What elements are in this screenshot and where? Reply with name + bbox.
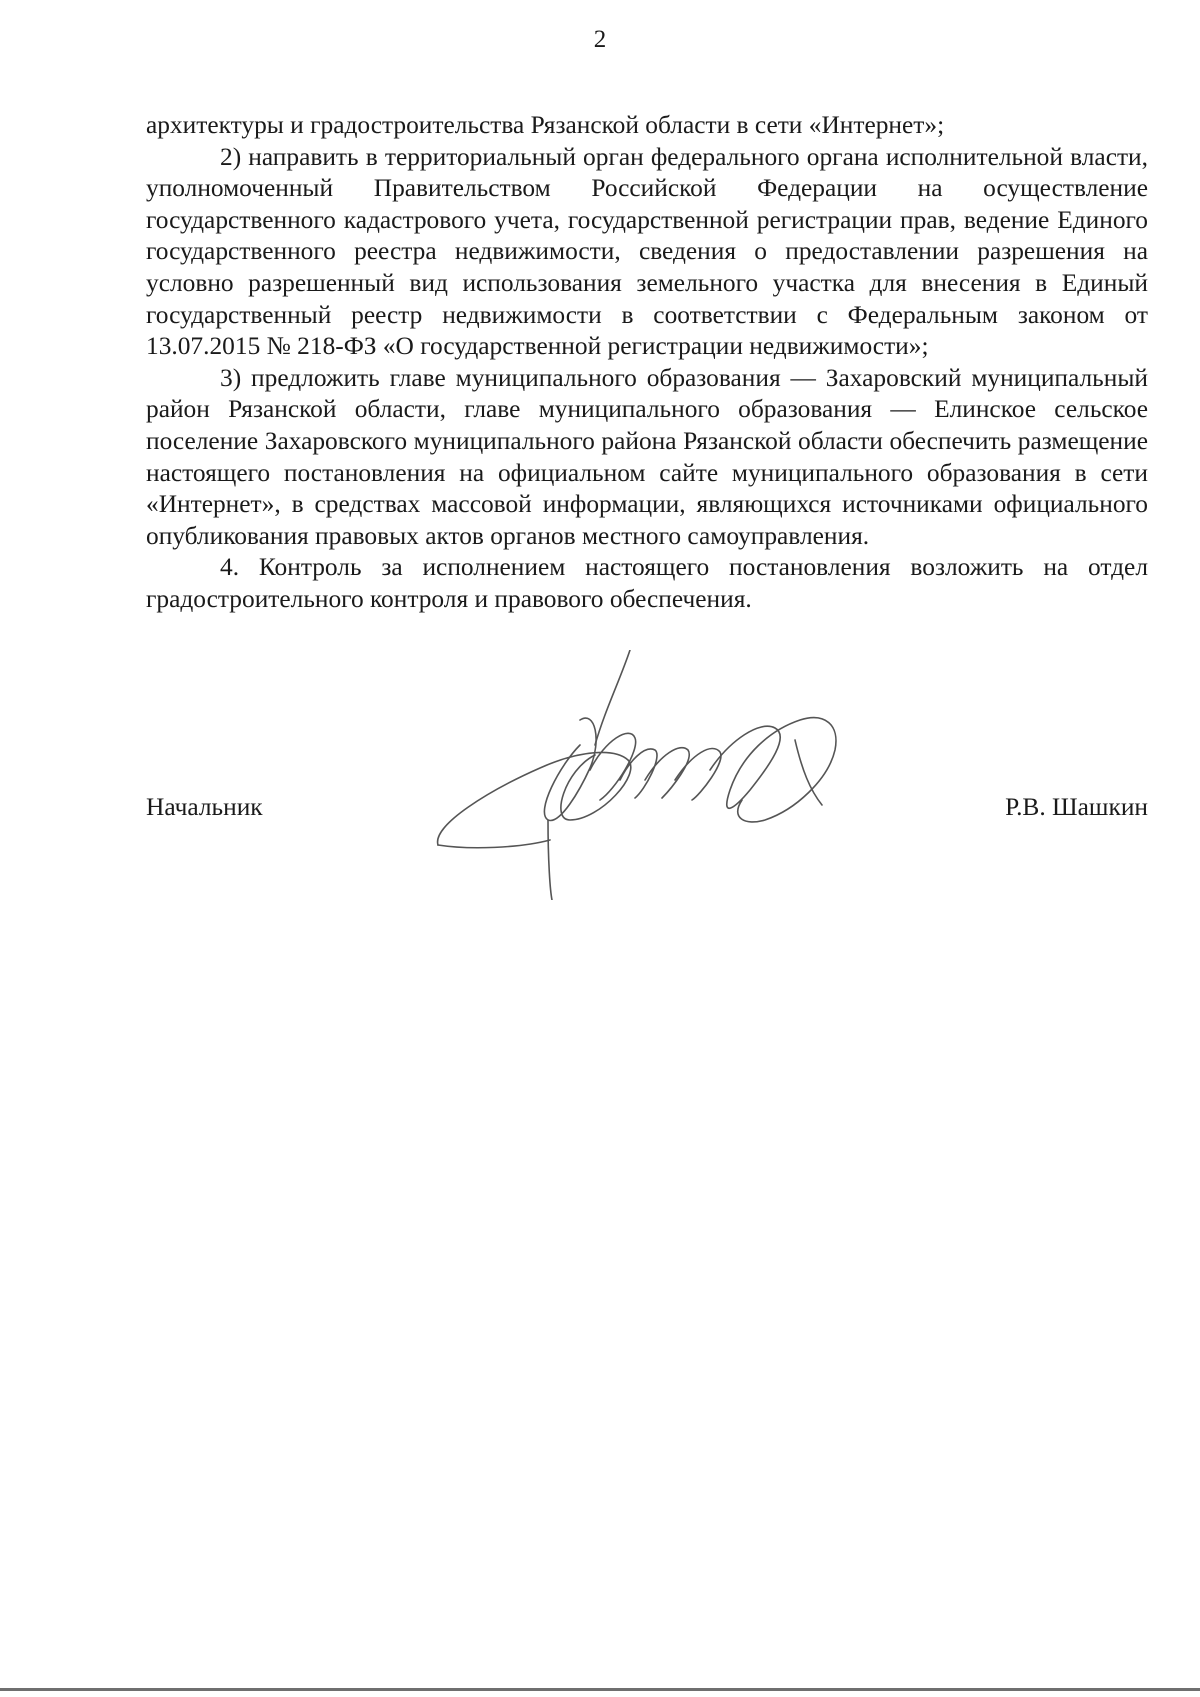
page-number: 2 bbox=[593, 26, 607, 53]
paragraph-continuation: архитектуры и градостроительства Рязанской области в сети «Интернет»; bbox=[146, 111, 945, 139]
handwritten-signature bbox=[430, 650, 910, 900]
paragraph-item-2: 2) направить в территориальный орган федерального органа исполнительной власти, уполномоченный Правительством Российской Федерации на осуществление государственного кадастрового учета, государственной регистрации прав, ведение Единого государственного реестра недвижимости, сведения о предоставлении разрешения на условно разрешенный вид использования земельного участка для внесения в Единый государственный реестр недвижимости в соответствии с Федеральным законом от 13.07.2015 № 218-ФЗ «О государственной регистрации недвижимости»; bbox=[146, 142, 1148, 361]
document-body bbox=[146, 110, 1148, 616]
signer-position: Начальник bbox=[146, 793, 263, 821]
signature-block bbox=[146, 793, 1148, 833]
signer-name: Р.В. Шашкин bbox=[1005, 793, 1148, 821]
paragraph-item-3: 3) предложить главе муниципального образования — Захаровский муниципальный район Рязанской области, главе муниципального образования — Елинское сельское поселение Захаровского муниципального района Рязанской области обеспечить размещение настоящего постановления на официальном сайте муниципального образования в сети «Интернет», в средствах массовой информации, являющихся источниками официального опубликования правовых актов органов местного самоуправления. bbox=[146, 363, 1148, 550]
page-bottom-edge bbox=[0, 1688, 1200, 1691]
paragraph-item-4: 4. Контроль за исполнением настоящего постановления возложить на отдел градостроительного контроля и правового обеспечения. bbox=[146, 553, 1148, 613]
